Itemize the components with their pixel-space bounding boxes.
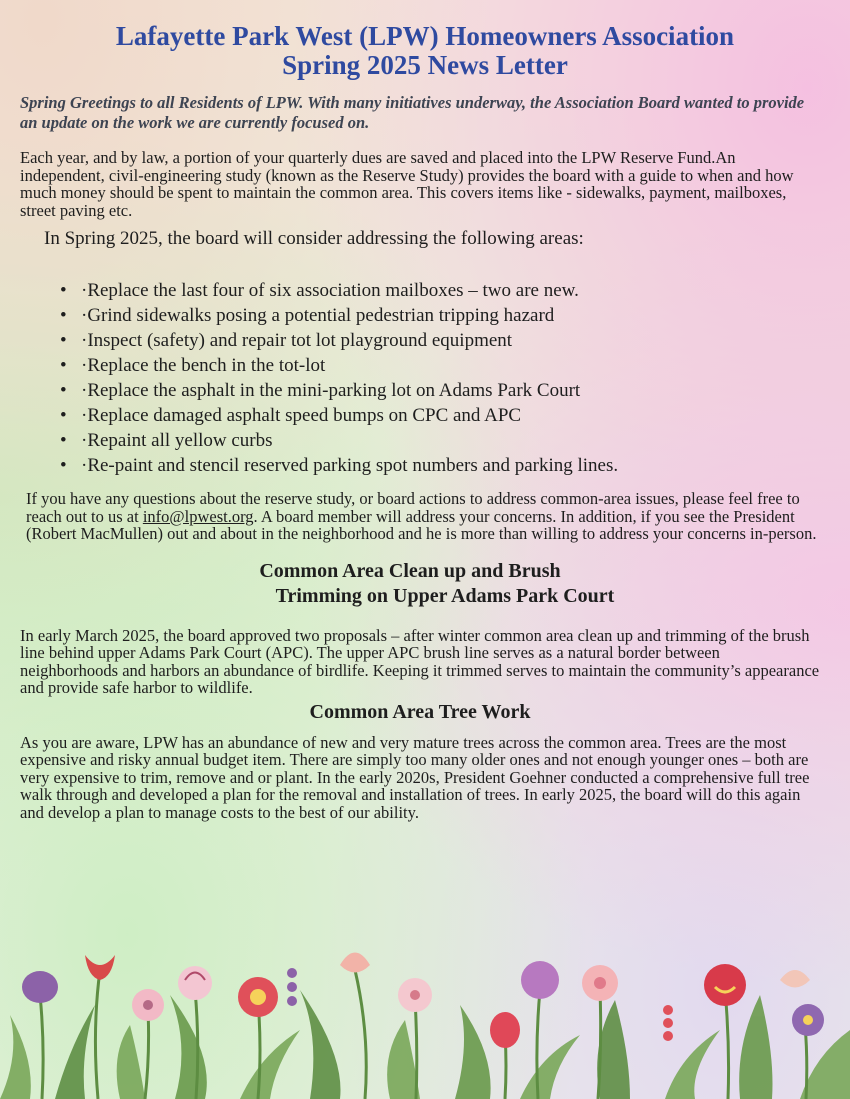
reserve-fund-paragraph: Each year, and by law, a portion of your quarterly dues are saved and placed into the LPW Reserve Fund.An independent, civil-engineering study (known as the Reserve Study) provides the board with a guide to when and how much money should be spent to maintain the common area. This covers items like - sidewalks, payment, mailboxes, street paving etc. bbox=[20, 148, 794, 220]
cleanup-heading-line-2: Trimming on Upper Adams Park Court bbox=[275, 584, 615, 607]
contact-paragraph bbox=[26, 490, 820, 543]
list-item bbox=[60, 278, 720, 303]
list-item-text: ·Replace the bench in the tot-lot bbox=[81, 355, 326, 376]
intro-greeting: Spring Greetings to all Residents of LPW. With many initiatives underway, the Association Board wanted to provide an update on the work we are currently focused on. bbox=[20, 93, 805, 132]
list-item bbox=[60, 403, 720, 428]
bullet-icon: • bbox=[60, 355, 67, 376]
flower-border-illustration bbox=[0, 935, 850, 1099]
list-item bbox=[60, 303, 720, 328]
cleanup-paragraph: In early March 2025, the board approved two proposals – after winter common area clean up and trimming of the brush line behind upper Adams Park Court (APC). The upper APC brush line serves as a natural border between neighborhoods and harbors an abundance of birdlife. Keeping it trimmed serves to maintain the community’s appearance and provide safe harbor to wildlife. bbox=[20, 625, 820, 697]
list-item-text: ·Inspect (safety) and repair tot lot playground equipment bbox=[81, 330, 513, 351]
bullet-icon: • bbox=[60, 380, 67, 401]
contact-text-after: . A board member will address your concerns. In addition, if you see the President (Robert MacMullen) out and about in the neighborhood and he is more than willing to address your concerns in-person. bbox=[26, 506, 817, 543]
list-item-text: ·Grind sidewalks posing a potential pedestrian tripping hazard bbox=[81, 305, 555, 326]
areas-list bbox=[0, 278, 720, 478]
tree-work-paragraph: As you are aware, LPW has an abundance of new and very mature trees across the common area. Trees are the most expensive and risky annual budget item. There are simply too many older ones and not enough younger ones – both are very expensive to trim, remove and or plant. In the early 2020s, President Goehner conducted a comprehensive full tree walk through and developed a plan for the removal and installation of trees. In early 2025, the board will do this again and develop a plan to manage costs to the best of our ability. bbox=[20, 732, 810, 822]
list-item-text: ·Replace damaged asphalt speed bumps on CPC and APC bbox=[81, 405, 522, 426]
newsletter-title bbox=[0, 0, 850, 80]
flower-heads bbox=[22, 953, 824, 1049]
cleanup-heading-line-1: Common Area Clean up and Brush bbox=[259, 559, 561, 582]
bullet-icon: • bbox=[60, 330, 67, 351]
email-link[interactable]: info@lpwest.org bbox=[142, 506, 254, 526]
tree-work-heading: Common Area Tree Work bbox=[309, 700, 531, 723]
title-line-2: Spring 2025 News Letter bbox=[282, 50, 568, 80]
contact-text-before: If you have any questions about the reserve study, or board actions to address common-area issues, please feel free to reach out to us at bbox=[26, 489, 800, 526]
list-item bbox=[60, 353, 720, 378]
bullet-icon: • bbox=[60, 405, 67, 426]
list-item-text: ·Repaint all yellow curbs bbox=[81, 430, 273, 451]
list-item bbox=[60, 328, 720, 353]
list-item-text: ·Re-paint and stencil reserved parking spot numbers and parking lines. bbox=[81, 455, 619, 476]
bullet-icon: • bbox=[60, 280, 67, 301]
list-item bbox=[60, 378, 720, 403]
bullet-icon: • bbox=[60, 455, 67, 476]
list-item bbox=[60, 453, 720, 478]
cleanup-heading bbox=[0, 559, 850, 609]
bullet-icon: • bbox=[60, 430, 67, 451]
list-item bbox=[60, 428, 720, 453]
list-item-text: ·Replace the last four of six association mailboxes – two are new. bbox=[81, 280, 579, 301]
list-item-text: ·Replace the asphalt in the mini-parking lot on Adams Park Court bbox=[81, 380, 581, 401]
consider-line: In Spring 2025, the board will consider addressing the following areas: bbox=[44, 228, 584, 249]
title-line-1: Lafayette Park West (LPW) Homeowners Association bbox=[115, 21, 735, 51]
bullet-icon: • bbox=[60, 305, 67, 326]
